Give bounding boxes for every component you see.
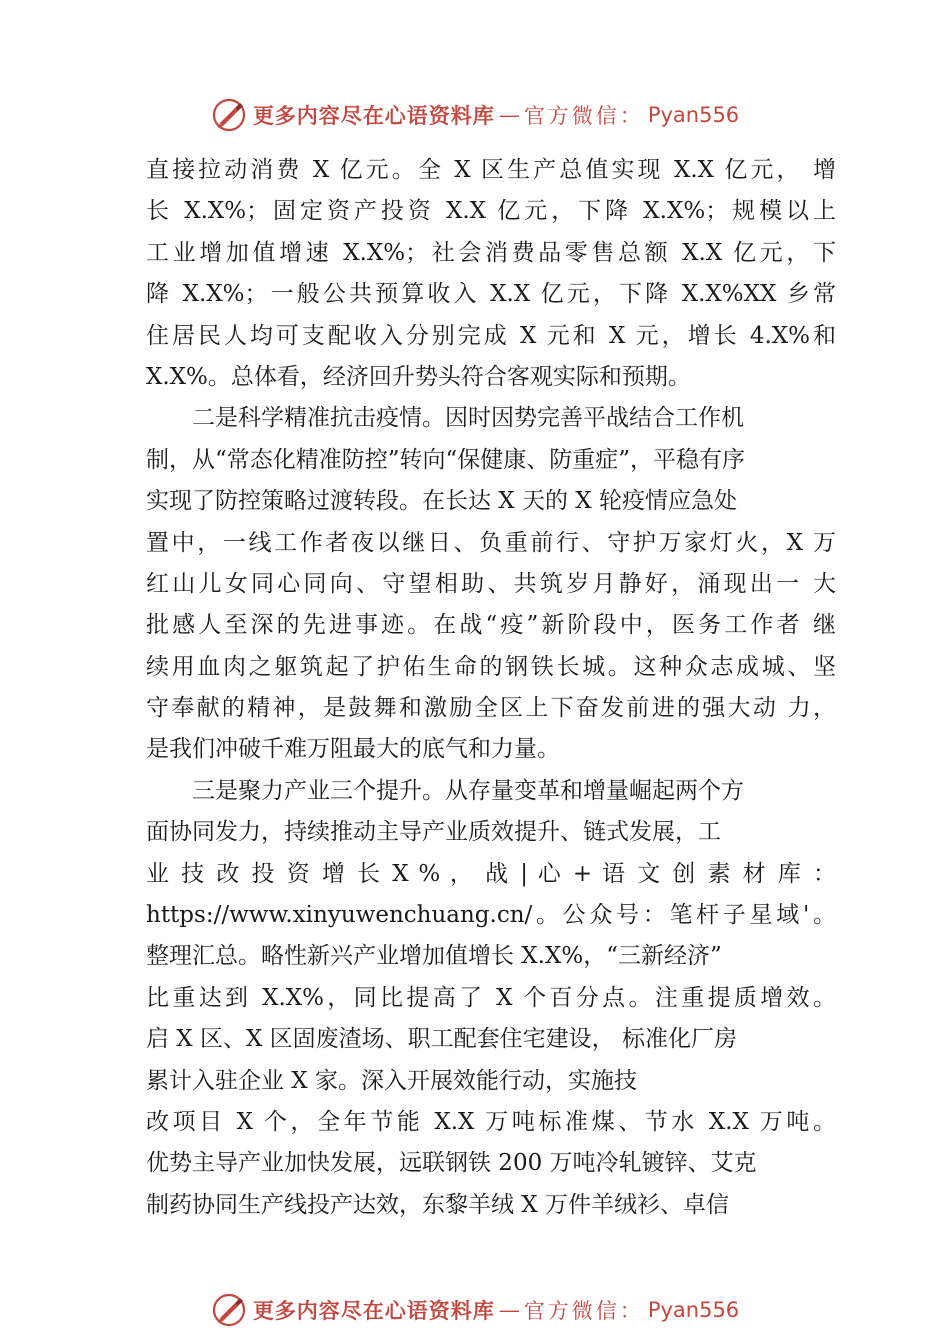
header-dash: — — [498, 103, 520, 127]
text-line: 置中，一线工作者夜以继日、负重前行、守护万家灯火，X 万 — [146, 529, 836, 556]
text-line: 三是聚力产业三个提升。从存量变革和增量崛起两个方 — [192, 777, 744, 804]
text-line: https://www.xinyuwenchuang.cn/。公众号：笔杆子星域'。 — [146, 902, 836, 929]
footer-wechat: Pyan556 — [647, 1298, 740, 1322]
header-banner — [0, 95, 950, 135]
text-line: 面协同发力，持续推动主导产业质效提升、链式发展，工 — [146, 819, 721, 846]
text-line: 制，从“常态化精准防控”转向“保健康、防重症”，平稳有序 — [146, 446, 746, 473]
text-line: 改项目 X 个，全年节能 X.X 万吨标准煤、节水 X.X 万吨。 — [146, 1108, 836, 1135]
header-official: 官方微信： — [523, 104, 644, 128]
text-line: 降 X.X%；一般公共预算收入 X.X 亿元，下降 X.X%XX 乡常 — [146, 281, 836, 308]
text-line: 实现了防控策略过渡转段。在长达 X 天的 X 轮疫情应急处 — [146, 488, 737, 515]
document-body — [146, 150, 836, 1226]
text-line: 批感人至深的先进事迹。在战“疫”新阶段中，医务工作者 继 — [146, 612, 836, 639]
text-line: 红山儿女同心同向、守望相助、共筑岁月静好，涌现出一 大 — [146, 570, 836, 597]
pen-nib-logo-icon — [211, 1292, 247, 1328]
footer-brand: 更多内容尽在心语资料库 — [252, 1298, 495, 1323]
text-line: 二是科学精准抗击疫情。因时因势完善平战结合工作机 — [192, 405, 744, 432]
text-line: 住居民人均可支配收入分别完成 X 元和 X 元，增长 4.X%和 — [146, 322, 836, 349]
footer-official: 官方微信： — [523, 1299, 644, 1323]
text-line: 累计入驻企业 X 家。深入开展效能行动，实施技 — [146, 1067, 637, 1094]
text-line: 整理汇总。略性新兴产业增加值增长 X.X%，“三新经济” — [146, 943, 722, 970]
text-line: 是我们冲破千难万阻最大的底气和力量。 — [146, 736, 560, 763]
footer-dash: — — [498, 1298, 520, 1322]
text-line: 优势主导产业加快发展，远联钢铁 200 万吨冷轧镀锌、艾克 — [146, 1150, 757, 1177]
text-line: 启 X 区、X 区固废渣场、职工配套住宅建设， 标准化厂房 — [146, 1026, 737, 1053]
text-line: 比重达到 X.X%，同比提高了 X 个百分点。注重提质增效。 — [146, 984, 836, 1011]
text-line: 守奉献的精神，是鼓舞和激励全区上下奋发前进的强大动 力， — [146, 695, 836, 722]
header-wechat: Pyan556 — [647, 103, 740, 127]
header-brand: 更多内容尽在心语资料库 — [252, 103, 495, 128]
text-line: 制药协同生产线投产达效，东黎羊绒 X 万件羊绒衫、卓信 — [146, 1191, 729, 1218]
text-line: 工业增加值增速 X.X%；社会消费品零售总额 X.X 亿元，下 — [146, 239, 836, 266]
text-line: 直接拉动消费 X 亿元。全 X 区生产总值实现 X.X 亿元， 增 — [146, 157, 836, 183]
pen-nib-logo-icon — [211, 97, 247, 133]
text-line: X.X%。总体看，经济回升势头符合客观实际和预期。 — [146, 363, 691, 390]
footer-banner — [0, 1290, 950, 1330]
text-line: 续用血肉之躯筑起了护佑生命的钢铁长城。这种众志成城、坚 — [146, 653, 836, 680]
text-line: 长 X.X%；固定资产投资 X.X 亿元，下降 X.X%；规模以上 — [146, 198, 836, 225]
text-line: 业 技 改 投 资 增 长 X % ， 战 | 心 + 语 文 创 素 材 库 ： — [146, 860, 836, 887]
